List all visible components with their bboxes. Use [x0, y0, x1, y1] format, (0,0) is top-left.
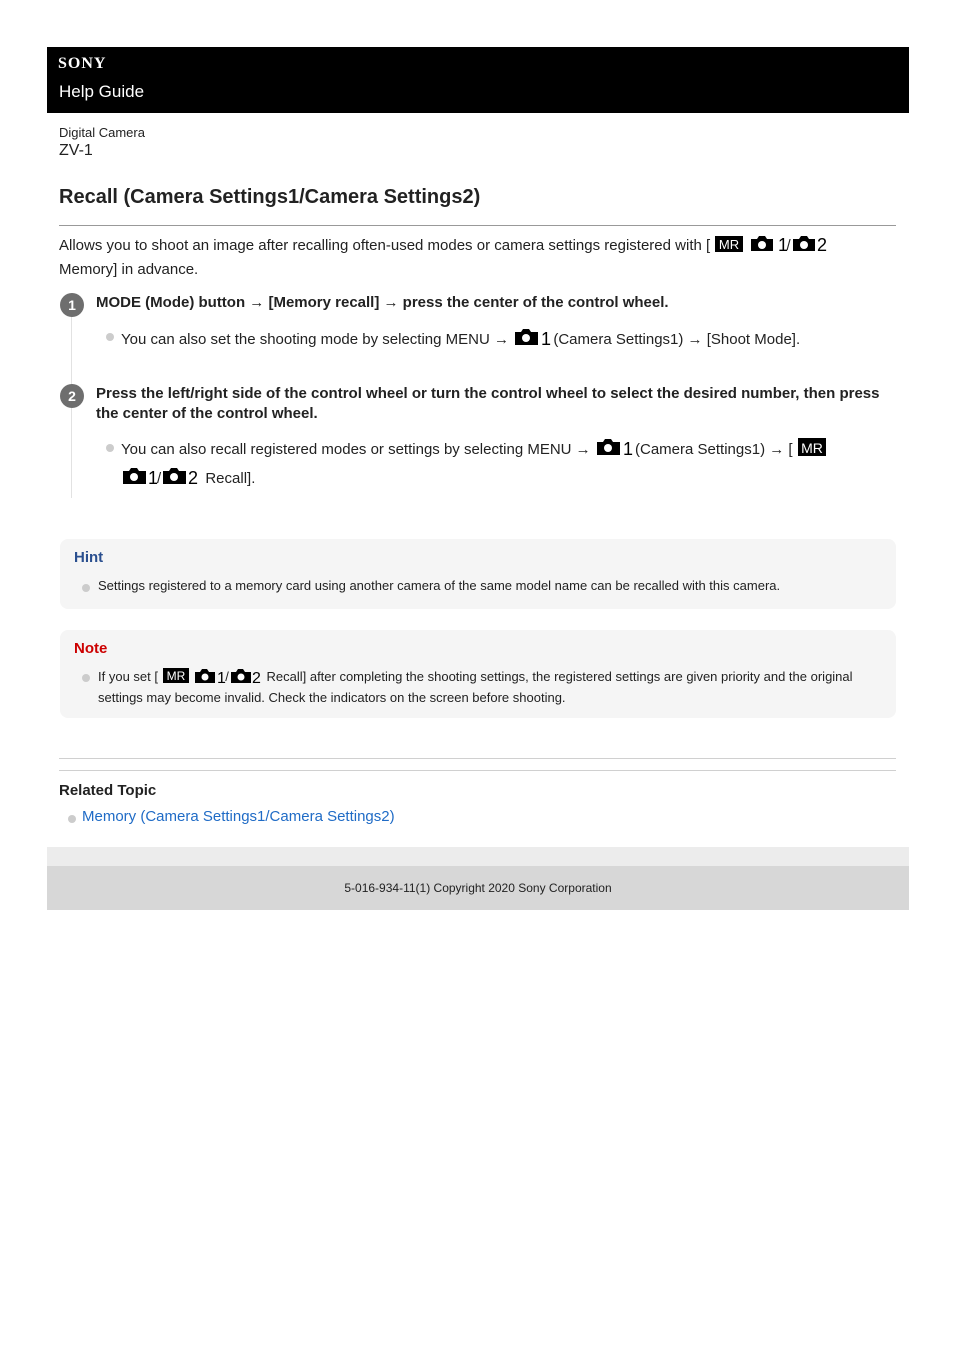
related-divider-top — [59, 758, 896, 759]
cam1-digit: 1 — [777, 235, 788, 255]
cam1-digit: 1 — [148, 468, 159, 488]
cam2-digit: 2 — [816, 235, 827, 255]
icon-separator: / — [225, 669, 229, 684]
page-title: Recall (Camera Settings1/Camera Settings2) — [59, 186, 481, 208]
note-heading: Note — [74, 640, 108, 657]
step-number-2: 2 — [60, 384, 84, 408]
camera-settings1-icon — [513, 325, 552, 354]
help-guide-title: Help Guide — [59, 82, 145, 101]
camera-settings2-icon — [161, 464, 201, 493]
header-bar — [47, 47, 909, 113]
mr-icon-label: MR — [166, 669, 185, 683]
related-topic-heading: Related Topic — [59, 782, 157, 799]
mr-icon — [714, 235, 744, 259]
camera-settings1-icon — [595, 435, 631, 464]
step-1-bullet-after: (Camera Settings1) → [Shoot Mode]. — [553, 331, 801, 348]
note-box — [60, 630, 896, 718]
cam1-digit: 1 — [541, 329, 552, 349]
product-category: Digital Camera — [59, 125, 145, 140]
icon-separator: / — [157, 470, 162, 487]
step-2-bullet-after: Recall]. — [205, 470, 256, 487]
icon-separator: / — [786, 237, 791, 254]
step-1-bullet — [121, 325, 881, 354]
bullet-dot — [106, 333, 114, 341]
sony-logo: SONY — [58, 55, 107, 72]
product-model: ZV-1 — [59, 142, 93, 159]
cam2-digit: 2 — [188, 468, 199, 488]
mr-icon — [797, 437, 827, 464]
title-divider — [59, 225, 896, 226]
intro-text-after: Memory] in advance. — [59, 261, 199, 278]
mr-icon-label: MR — [800, 440, 823, 456]
bullet-dot — [82, 674, 90, 682]
note-text-before: If you set [ — [98, 669, 158, 684]
step-2-bullet — [121, 435, 881, 493]
note-text-after: Recall] after completing the shooting settings, the registered settings are given priority and the original settings may become invalid. Check the indicators on the screen before shooting. — [98, 669, 853, 705]
hint-heading: Hint — [74, 549, 104, 566]
bullet-dot — [82, 584, 90, 592]
related-divider-bottom — [59, 770, 896, 771]
hint-text: Settings registered to a memory card using another camera of the same model name can be recalled with this camera. — [98, 578, 781, 593]
footer-band — [47, 847, 909, 866]
note-text — [98, 666, 878, 707]
step-2-bullet-before: You can also recall registered modes or settings by selecting MENU → — [121, 441, 591, 458]
camera-settings1-icon — [749, 233, 787, 259]
mr-icon — [162, 667, 190, 689]
cam1-digit: 1 — [622, 439, 633, 459]
step-2-title: Press the left/right side of the control wheel or turn the control wheel to select the desired number, then press the center of the control wheel. — [96, 385, 880, 422]
related-link-memory[interactable]: Memory (Camera Settings1/Camera Settings2) — [82, 808, 395, 825]
copyright-text: 5-016-934-11(1) Copyright 2020 Sony Corporation — [344, 881, 612, 895]
cam1-digit: 1 — [217, 670, 227, 687]
camera-settings2-icon — [229, 666, 263, 689]
step-number-1: 1 — [60, 293, 84, 317]
cam2-digit: 2 — [251, 670, 261, 687]
mr-icon-label: MR — [719, 237, 740, 252]
step-1-bullet-before: You can also set the shooting mode by selecting MENU → — [121, 331, 509, 348]
camera-settings1-icon — [193, 666, 225, 689]
camera-settings2-icon — [791, 233, 829, 259]
step-1-title: MODE (Mode) button → [Memory recall] → press the center of the control wheel. — [96, 294, 669, 311]
hint-box — [60, 539, 896, 609]
bullet-dot — [68, 815, 76, 823]
step-2-bullet-middle: (Camera Settings1) → [ — [635, 441, 793, 458]
intro-text-before: Allows you to shoot an image after recalling often-used modes or camera settings registered with [ — [59, 237, 711, 254]
camera-settings1-icon — [121, 464, 157, 493]
footer — [47, 866, 909, 910]
intro-paragraph — [59, 233, 889, 280]
bullet-dot — [106, 444, 114, 452]
